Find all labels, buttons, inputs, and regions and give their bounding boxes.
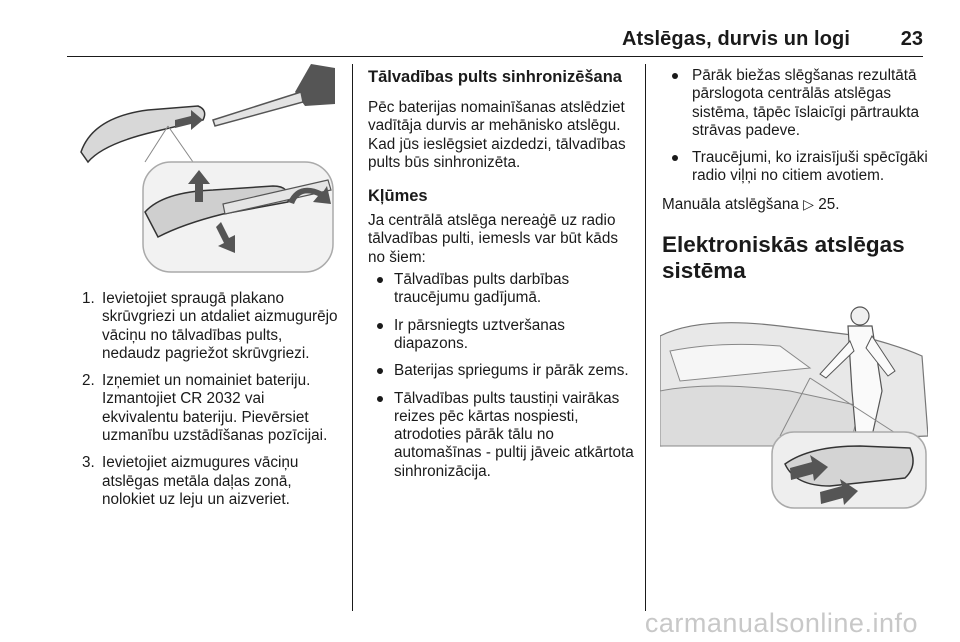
sync-paragraph: Pēc baterijas nomainīšanas atslēdziet vadītāja durvis ar mehānisko atslēgu. Kad jūs ieslēgsiet aizdedzi, tālvadības pults būs sinhronizēta. — [368, 99, 626, 171]
list-item: 3. Ievietojiet aizmugures vāciņu atslēgas metāla daļas zonā, nolokiet uz leju un aizveriet. — [82, 454, 299, 508]
column-divider-1 — [352, 64, 353, 611]
list-item: Tālvadības pults taustiņi vairākas reizes pēc kārtas nospiesti, atrodoties pārāk tālu no automašīnas - pultij jāveic atkārtota sinhronizācija. — [368, 390, 636, 481]
page-reference-arrow-icon: ▷ — [803, 195, 814, 212]
page-number: 23 — [900, 28, 923, 50]
section-heading-faults: Kļūmes — [368, 187, 428, 206]
middle-column — [368, 67, 636, 490]
section-heading-electronic-key: Elektroniskās atslēgas sistēma — [662, 232, 905, 284]
section-heading-sync: Tālvadības pults sinhronizēšana — [368, 68, 622, 86]
battery-steps-list — [82, 290, 344, 509]
faults-list-continued — [662, 67, 932, 186]
person-head — [851, 307, 869, 325]
list-item: Baterijas spriegums ir pārāk zems. — [368, 362, 636, 380]
list-item: Traucējumi, ko izraisījuši spēcīgāki radio viļņi no citiem avotiem. — [662, 149, 932, 186]
key-fob-top — [81, 106, 205, 162]
header-rule — [67, 56, 923, 57]
list-item: Tālvadības pults darbības traucējumu gadījumā. — [368, 271, 636, 308]
faults-intro: Ja centrālā atslēga nereaģē uz radio tālvadības pulti, iemesls var būt kāds no šiem: — [368, 212, 618, 266]
list-item: Ir pārsniegts uztveršanas diapazons. — [368, 317, 636, 354]
watermark: carmanualsonline.info — [644, 608, 918, 638]
right-column — [662, 67, 932, 284]
electronic-key-illustration — [660, 296, 928, 510]
manual-lock-reference: Manuāla atslēgšana ▷ 25. — [662, 195, 840, 213]
screwdriver-shaft — [213, 92, 303, 126]
list-item: 2. Izņemiet un nomainiet bateriju. Izmantojiet CR 2032 vai ekvivalentu bateriju. Pievērsiet uzmanību uzstādīšanas pozīcijai. — [82, 372, 328, 445]
left-column — [82, 290, 344, 518]
list-item: Pārāk biežas slēgšanas rezultātā pārslogota centrālās atslēgas sistēma, tāpēc īslaicīgi pārtraukta strāvas padeve. — [662, 67, 932, 140]
faults-list — [368, 271, 636, 481]
running-header-title: Atslēgas, durvis un logi — [622, 28, 850, 50]
column-divider-2 — [645, 64, 646, 611]
list-item: 1. Ievietojiet spraugā plakano skrūvgriezi un atdaliet aizmugurējo vāciņu no tālvadības pults, nedaudz pagriežot skrūvgriezi. — [82, 290, 338, 362]
key-battery-illustration — [73, 62, 341, 278]
reference-link[interactable]: 25. — [818, 195, 840, 213]
